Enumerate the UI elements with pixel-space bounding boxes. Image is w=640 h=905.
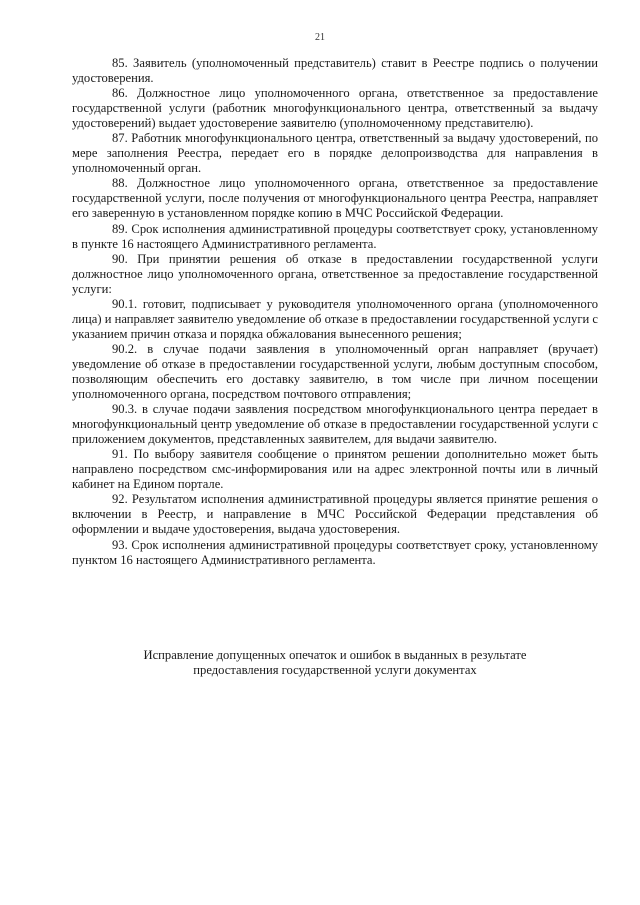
paragraph-88: 88. Должностное лицо уполномоченного органа, ответственное за предоставление государственной услуги, после получения от многофункционального центра Реестра, направляет его заверенную в установленном порядке копию в МЧС Российской Федерации. bbox=[72, 176, 598, 221]
paragraph-92: 92. Результатом исполнения административной процедуры является принятие решения о включении в Реестр, и направление в МЧС Российской Федерации представления об оформлении и выдаче удостоверения, выдача удостоверения. bbox=[72, 492, 598, 537]
body-text bbox=[72, 56, 598, 568]
paragraph-90-3: 90.3. в случае подачи заявления посредством многофункционального центра передает в многофункциональный центр уведомление об отказе в предоставлении государственной услуги с приложением документов, представленных заявителем, для выдачи заявителю. bbox=[72, 402, 598, 447]
paragraph-87: 87. Работник многофункционального центра, ответственный за выдачу удостоверений, по мере заполнения Реестра, передает его в порядке делопроизводства для направления в уполномоченный орган. bbox=[72, 131, 598, 176]
paragraph-89: 89. Срок исполнения административной процедуры соответствует сроку, установленному в пункте 16 настоящего Административного регламента. bbox=[72, 221, 598, 251]
paragraph-90-2: 90.2. в случае подачи заявления в уполномоченный орган направляет (вручает) уведомление об отказе в предоставлении государственной услуги, любым доступным способом, позволяющим обеспечить его доставку заявителю, в том числе при личном посещении уполномоченного органа, посредством почтового отправления; bbox=[72, 341, 598, 402]
paragraph-91: 91. По выбору заявителя сообщение о принятом решении дополнительно может быть направлено посредством смс-информирования или на адрес электронной почты или в личный кабинет на Едином портале. bbox=[72, 447, 598, 492]
paragraph-93: 93. Срок исполнения административной процедуры соответствует сроку, установленному пунктом 16 настоящего Административного регламента. bbox=[72, 537, 598, 567]
section-heading bbox=[72, 648, 598, 678]
paragraph-90-1: 90.1. готовит, подписывает у руководителя уполномоченного органа (уполномоченного лица) и направляет заявителю уведомление об отказе в предоставлении государственной услуги с указанием причин отказа и порядка обжалования вынесенного решения; bbox=[72, 296, 598, 341]
paragraph-86: 86. Должностное лицо уполномоченного органа, ответственное за предоставление государственной услуги (работник многофункционального центра, ответственный за выдачу удостоверений) выдает удостоверение заявителю (уполномоченному представителю). bbox=[72, 86, 598, 131]
page-number: 21 bbox=[315, 32, 325, 43]
paragraph-90: 90. При принятии решения об отказе в предоставлении государственной услуги должностное лицо уполномоченного органа, ответственное за предоставление государственной услуги: bbox=[72, 251, 598, 296]
section-heading-line-2: предоставления государственной услуги документах bbox=[193, 663, 477, 677]
paragraph-85: 85. Заявитель (уполномоченный представитель) ставит в Реестре подпись о получении удостоверения. bbox=[72, 56, 598, 86]
section-heading-line-1: Исправление допущенных опечаток и ошибок в выданных в результате bbox=[143, 648, 527, 662]
